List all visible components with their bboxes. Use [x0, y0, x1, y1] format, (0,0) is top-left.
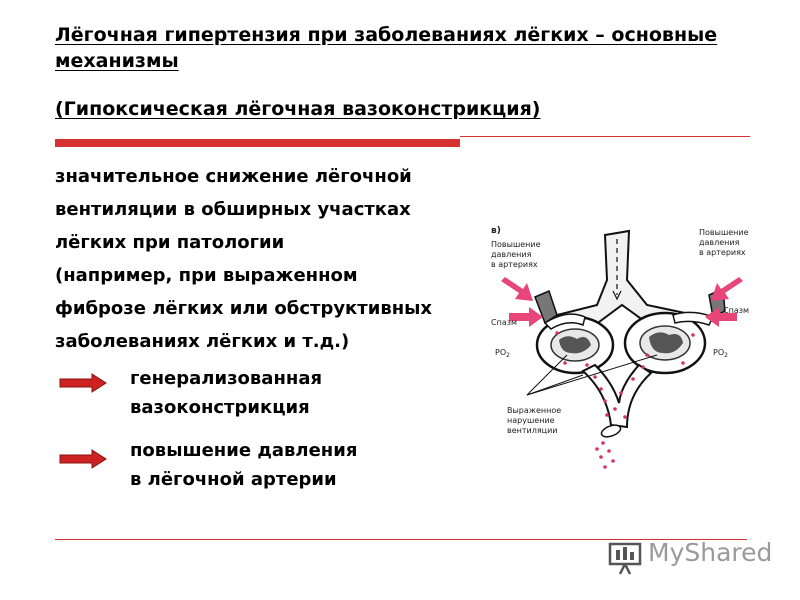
lung-vasculature-diagram: [487, 205, 757, 475]
arrow-right-icon: [58, 448, 108, 470]
main-text-line: вентиляции в обширных участках: [55, 199, 411, 220]
right-pressure-line: Повышение: [699, 228, 749, 237]
ventilation-line: вентиляции: [507, 426, 558, 435]
ventilation-line: Выраженное: [507, 406, 562, 415]
main-text-line: фиброзе лёгких или обструктивных: [55, 298, 433, 319]
result-pressure: повышение давления в лёгочной артерии: [130, 440, 358, 490]
po2-right-label: $PO_2$: [713, 348, 728, 359]
slide-subtitle: (Гипоксическая лёгочная вазоконстрикция): [55, 98, 541, 120]
right-pressure-line: в артериях: [699, 248, 746, 257]
divider-thick: [55, 139, 460, 147]
spasm-left-label: Спазм: [491, 318, 518, 327]
result-vasoconstriction: генерализованная вазоконстрикция: [130, 368, 323, 418]
main-text-line: заболеваниях лёгких и т.д.): [55, 331, 350, 352]
main-text-line: значительное снижение лёгочной: [55, 166, 412, 187]
panel-label: в): [491, 226, 501, 236]
arrow-right-icon: [58, 372, 108, 394]
main-text: [55, 160, 455, 358]
main-text-line: (например, при выраженном: [55, 265, 358, 286]
left-pressure-line: в артериях: [491, 260, 538, 269]
ventilation-line: нарушение: [507, 416, 555, 425]
spasm-right-label: Спазм: [723, 306, 750, 315]
left-pressure-line: давления: [491, 250, 532, 259]
logo-text: MyShared: [648, 538, 773, 567]
right-pressure-line: давления: [699, 238, 740, 247]
slide-title: Лёгочная гипертензия при заболеваниях лёгких – основные механизмы: [55, 24, 718, 72]
po2-left-label: $PO_2$: [495, 348, 510, 359]
main-text-line: лёгких при патологии: [55, 232, 285, 253]
divider-thin: [460, 136, 750, 137]
left-pressure-line: Повышение: [491, 240, 541, 249]
